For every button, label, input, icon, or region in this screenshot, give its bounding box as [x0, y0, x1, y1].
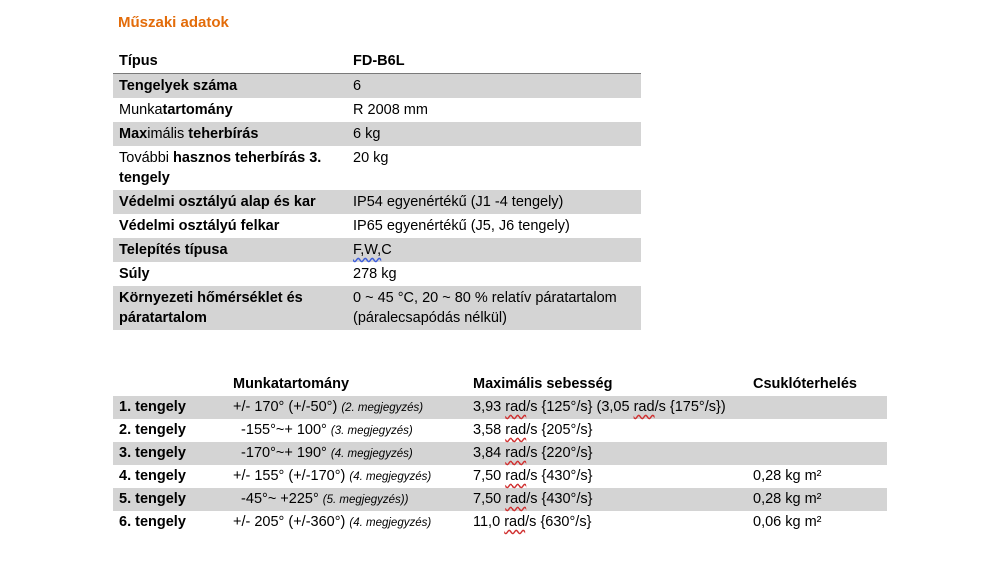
spec-row — [113, 262, 641, 286]
spec-row — [113, 286, 641, 330]
spec-value: 20 kg — [353, 150, 389, 166]
axis-row — [113, 396, 887, 419]
axis-load — [753, 420, 887, 441]
axis-range-note: (2. megjegyzés) — [341, 402, 424, 414]
spec-label-part: tartomány — [162, 102, 233, 118]
spec-label-part: Munka — [119, 102, 163, 118]
axis-speed — [473, 443, 753, 464]
spec-label: Környezeti hőmérséklet és páratartalom — [119, 290, 303, 326]
spec-label-part: teherbírás — [184, 126, 259, 142]
speed-part: /s {125°/s} (3,05 — [526, 399, 634, 415]
axis-speed — [473, 420, 753, 441]
spec-value-part: F,W, — [353, 242, 382, 258]
axis-range-value: +/- 205° (+/-360°) — [233, 514, 350, 530]
speed-unit: rad — [505, 491, 527, 507]
axis-range — [233, 489, 473, 510]
spec-value: R 2008 mm — [353, 102, 428, 118]
axis-name: 6. tengely — [119, 514, 186, 530]
speed-part: 3,93 — [473, 399, 506, 415]
spec-row — [113, 190, 641, 214]
axis-load: 0,28 kg m² — [753, 468, 822, 484]
spec-label — [113, 148, 349, 188]
spec-label: Tengelyek száma — [119, 78, 238, 94]
spec-header-label: Típus — [119, 52, 158, 69]
speed-part: /s {430°/s} — [526, 491, 593, 507]
speed-part: 11,0 — [473, 514, 505, 530]
section-title: Műszaki adatok — [118, 14, 229, 31]
spec-header-value: FD-B6L — [353, 52, 405, 69]
axis-range-value: -170°~+ 190° — [233, 445, 331, 461]
speed-part: /s {175°/s}) — [654, 399, 726, 415]
axis-range-value: -155°~+ 100° — [233, 422, 331, 438]
axis-range-value: -45°~ +225° — [233, 491, 323, 507]
axis-range-value: +/- 170° (+/-50°) — [233, 399, 342, 415]
speed-unit: rad — [505, 468, 527, 484]
axis-row — [113, 465, 887, 488]
speed-part: /s {630°/s} — [525, 514, 592, 530]
spec-value: IP54 egyenértékű (J1 -4 tengely) — [353, 194, 564, 210]
spec-label: Telepítés típusa — [119, 242, 228, 258]
axis-range-note: (4. megjegyzés) — [330, 448, 413, 460]
axis-row — [113, 442, 887, 465]
spec-value-part: C — [381, 242, 392, 258]
speed-unit: rad — [505, 422, 527, 438]
spec-label-part: További — [119, 150, 174, 166]
spec-value: 278 kg — [353, 266, 397, 282]
axis-range-note: (4. megjegyzés) — [349, 517, 432, 529]
axis-load: 0,28 kg m² — [753, 491, 822, 507]
axis-range-note: (3. megjegyzés) — [330, 425, 413, 437]
speed-part: 7,50 — [473, 468, 506, 484]
axis-speed — [473, 397, 753, 418]
spec-value — [349, 240, 641, 260]
spec-label-part: imális — [147, 126, 185, 142]
speed-part: /s {220°/s} — [526, 445, 593, 461]
spec-row — [113, 146, 641, 190]
axis-load — [753, 397, 887, 418]
axis-row — [113, 511, 887, 534]
axis-range-note: (5. megjegyzés)) — [322, 494, 409, 506]
speed-part: 7,50 — [473, 491, 506, 507]
spec-row — [113, 122, 641, 146]
spec-label: Súly — [119, 266, 150, 282]
axis-range — [233, 512, 473, 533]
axis-range-note: (4. megjegyzés) — [349, 471, 432, 483]
axis-range — [233, 397, 473, 418]
spec-label-part: Max — [119, 126, 148, 142]
axis-speed — [473, 489, 753, 510]
axis-range-value: +/- 155° (+/-170°) — [233, 468, 350, 484]
axis-range — [233, 420, 473, 441]
axis-load: 0,06 kg m² — [753, 514, 822, 530]
speed-unit: rad — [504, 514, 526, 530]
speed-unit: rad — [505, 399, 527, 415]
speed-part: 3,58 — [473, 422, 506, 438]
axis-name: 4. tengely — [119, 468, 186, 484]
axis-name: 2. tengely — [119, 422, 186, 438]
axes-header: Maximális sebesség — [473, 376, 613, 392]
axis-row — [113, 419, 887, 442]
spec-row — [113, 74, 641, 98]
spec-table — [113, 48, 641, 330]
spec-value: IP65 egyenértékű (J5, J6 tengely) — [353, 218, 570, 234]
spec-label-part: hasznos teherbírás 3. tengely — [119, 150, 322, 186]
axis-name: 5. tengely — [119, 491, 186, 507]
spec-value: 6 — [353, 78, 362, 94]
speed-part: /s {430°/s} — [526, 468, 593, 484]
axis-name: 1. tengely — [119, 399, 186, 415]
spec-label: Védelmi osztályú alap és kar — [119, 194, 316, 210]
spec-value: 6 kg — [353, 126, 381, 142]
spec-header-row — [113, 48, 641, 74]
spec-row — [113, 98, 641, 122]
speed-part: 3,84 — [473, 445, 506, 461]
axis-speed — [473, 466, 753, 487]
axes-header: Munkatartomány — [233, 376, 350, 392]
axis-row — [113, 488, 887, 511]
spec-value: 0 ~ 45 °C, 20 ~ 80 % relatív páratartalom (páralecsapódás nélkül) — [353, 290, 617, 326]
speed-unit: rad — [505, 445, 527, 461]
axes-header: Csuklóterhelés — [753, 376, 857, 392]
axis-range — [233, 466, 473, 487]
axis-name: 3. tengely — [119, 445, 186, 461]
axis-range — [233, 443, 473, 464]
axis-speed — [473, 512, 753, 533]
speed-unit: rad — [633, 399, 655, 415]
axes-table — [113, 372, 887, 534]
spec-row — [113, 238, 641, 262]
axis-load — [753, 443, 887, 464]
spec-label — [113, 124, 349, 144]
axes-header-row — [113, 372, 887, 396]
speed-part: /s {205°/s} — [526, 422, 593, 438]
spec-label — [113, 100, 349, 120]
spec-row — [113, 214, 641, 238]
spec-label: Védelmi osztályú felkar — [119, 218, 280, 234]
